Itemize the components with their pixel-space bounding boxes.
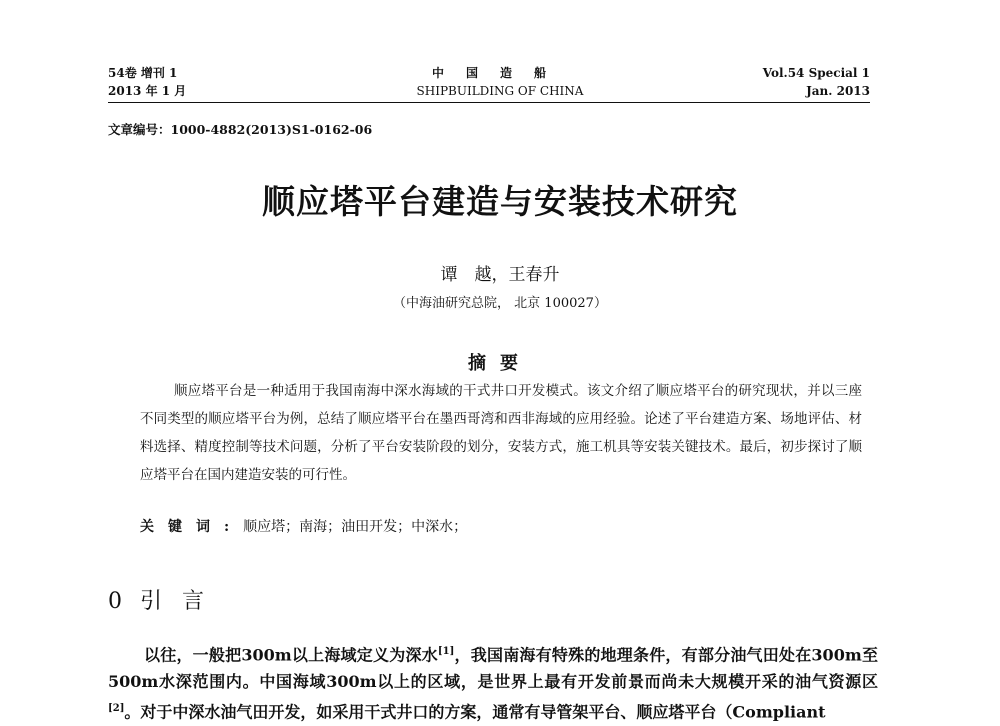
section-title: 引言 xyxy=(140,589,225,614)
section-number: 0 xyxy=(108,589,122,614)
authors: 谭 越，王春升 xyxy=(440,265,560,285)
body-text-part: ，我国南海有特殊的地理条件，有部分油气田处在300m至500m水深范围内。中国海域300m以上的区域，是世界上最有开发前景而尚未大规模开采的油气资源区 xyxy=(108,645,878,692)
section-heading xyxy=(108,584,224,615)
publication-date-en: Jan. 2013 xyxy=(806,84,870,98)
keywords-values: 顺应塔；南海；油田开发；中深水； xyxy=(243,519,468,535)
body-text-part: 以往，一般把300m以上海域定义为深水 xyxy=(144,645,438,665)
paper-title: 顺应塔平台建造与安装技术研究 xyxy=(262,182,738,221)
header-rule xyxy=(108,102,870,103)
keywords xyxy=(140,516,467,536)
keywords-label: 关键词: xyxy=(140,519,244,535)
publication-date: 2013 年 1 月 xyxy=(108,84,187,98)
journal-volume-info-en xyxy=(763,64,870,100)
journal-name-cn: 中国造船 xyxy=(431,66,568,80)
article-number: 文章编号：1000-4882(2013)S1-0162-06 xyxy=(108,122,373,137)
citation-ref[interactable]: [1] xyxy=(437,646,455,657)
journal-name xyxy=(350,64,650,100)
body-text-part: 。对于中深水油气田开发，如采用干式井口的方案，通常有导管架平台、顺应塔平台（Compliant xyxy=(124,702,826,722)
journal-name-en: SHIPBUILDING OF CHINA xyxy=(416,84,584,98)
volume-issue-en: Vol.54 Special 1 xyxy=(762,66,870,80)
affiliation: （中海油研究总院， 北京 100027） xyxy=(393,296,607,311)
abstract-text: 顺应塔平台是一种适用于我国南海中深水海域的干式井口开发模式。该文介绍了顺应塔平台的研究现状，并以三座不同类型的顺应塔平台为例，总结了顺应塔平台在墨西哥湾和西非海域的应用经验。论述了平台建造方案、场地评估、材料选择、精度控制等技术问题，分析了平台安装阶段的划分，安装方式，施工机具等安装关键技术。最后，初步探讨了顺应塔平台在国内建造安装的可行性。 xyxy=(140,383,862,483)
volume-issue: 54卷 增刊 1 xyxy=(108,66,178,80)
body-paragraph xyxy=(108,638,878,726)
abstract-heading: 摘要 xyxy=(468,353,532,374)
journal-volume-info xyxy=(108,64,186,100)
citation-ref[interactable]: [2] xyxy=(108,703,125,715)
